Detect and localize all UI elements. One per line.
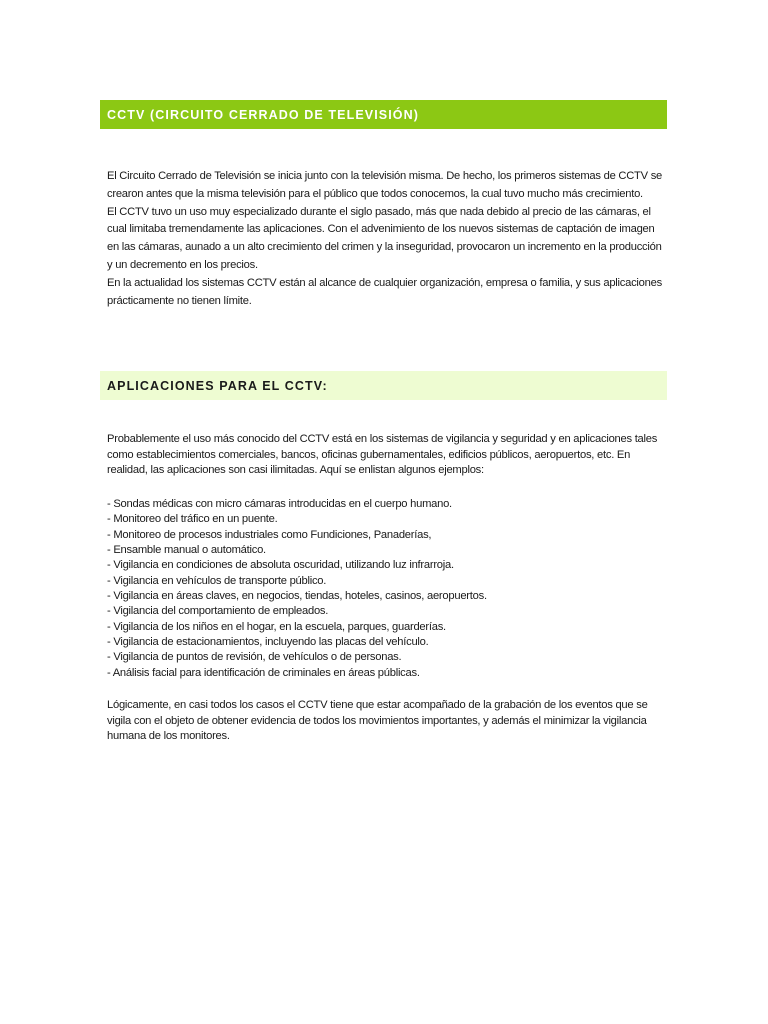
list-item: - Análisis facial para identificación de criminales en áreas públicas. — [107, 666, 420, 679]
section-heading-applications-text: APLICACIONES PARA EL CCTV: — [107, 378, 328, 393]
list-item: - Vigilancia en condiciones de absoluta oscuridad, utilizando luz infrarroja. — [107, 559, 454, 572]
applications-list — [107, 497, 667, 681]
intro-text — [107, 168, 667, 310]
paragraph: El Circuito Cerrado de Televisión se inicia junto con la televisión misma. De hecho, los primeros sistemas de CCTV se crearon antes que la misma televisión para el público que todos conocemos, la cual tuvo mucho más crecimiento. — [107, 170, 663, 200]
list-item: - Ensamble manual o automático. — [107, 544, 266, 557]
list-item: - Vigilancia en áreas claves, en negocios, tiendas, hoteles, casinos, aeropuertos. — [107, 590, 487, 603]
paragraph: En la actualidad los sistemas CCTV están al alcance de cualquier organización, empresa o familia, y sus aplicaciones prácticamente no tienen límite. — [107, 276, 662, 307]
list-item: - Vigilancia en vehículos de transporte público. — [107, 574, 327, 587]
applications-intro: Probablemente el uso más conocido del CCTV está en los sistemas de vigilancia y seguridad y en aplicaciones tales como establecimientos comerciales, bancos, oficinas gubernamentales, edificios públicos, aeropuertos, etc. En realidad, las aplicaciones son casi ilimitadas. Aquí se enlistan algunos ejemplos: — [107, 433, 658, 477]
section-heading-cctv-text: CCTV (CIRCUITO CERRADO DE TELEVISIÓN) — [107, 107, 420, 122]
section-heading-cctv — [100, 100, 667, 129]
list-item: - Vigilancia de los niños en el hogar, en la escuela, parques, guarderías. — [107, 620, 446, 633]
list-item: - Monitoreo de procesos industriales como Fundiciones, Panaderías, — [107, 528, 432, 541]
list-item: - Sondas médicas con micro cámaras introducidas en el cuerpo humano. — [107, 498, 452, 510]
list-item: - Vigilancia de puntos de revisión, de vehículos o de personas. — [107, 651, 402, 664]
list-item: - Monitoreo del tráfico en un puente. — [107, 513, 278, 526]
list-item: - Vigilancia de estacionamientos, incluyendo las placas del vehículo. — [107, 636, 429, 649]
list-item: - Vigilancia del comportamiento de empleados. — [107, 605, 329, 618]
section-heading-applications — [100, 371, 667, 400]
paragraph: El CCTV tuvo un uso muy especializado durante el siglo pasado, más que nada debido al precio de las cámaras, el cual limitaba tremendamente las aplicaciones. Con el advenimiento de los nuevos sistemas de captación de imagen en las cámaras, aunado a un alto crecimiento del crimen y la inseguridad, provocaron un incremento en la producción y un decremento en los precios. — [107, 205, 662, 271]
closing-paragraph: Lógicamente, en casi todos los casos el CCTV tiene que estar acompañado de la grabación de los eventos que se vigila con el objeto de obtener evidencia de todos los movimientos importantes, y además el minimizar la vigilancia humana de los monitores. — [107, 699, 648, 743]
